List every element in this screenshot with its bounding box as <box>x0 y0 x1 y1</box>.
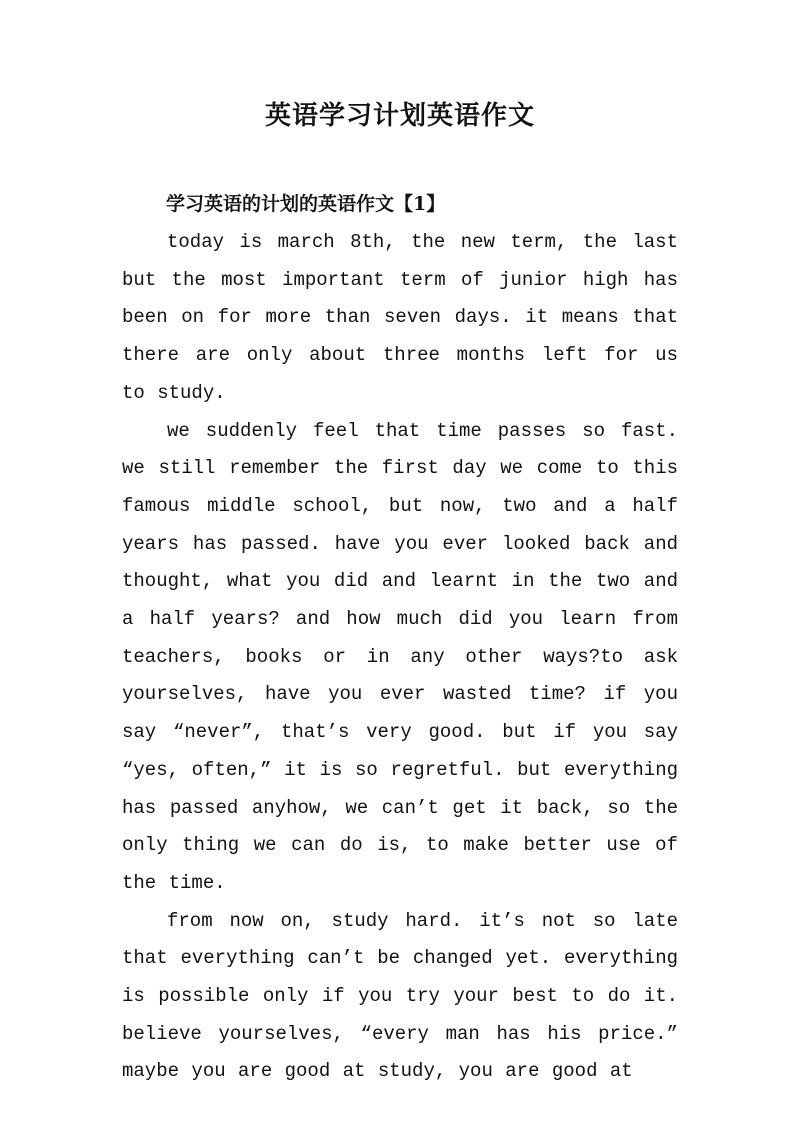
document-title: 英语学习计划英语作文 <box>264 101 535 131</box>
essay-body <box>122 224 678 1091</box>
paragraph-2: we suddenly feel that time passes so fast. we still remember the first day we come to this famous middle school, but now, two and a half years has passed. have you ever looked back and thought, what you did and learnt in the two and a half years? and how much did you learn from teachers, books or in any other ways?to ask yourselves, have you ever wasted time? if you say “never”, that’s very good. but if you say “yes, often,” it is so regretful. but everything has passed anyhow, we can’t get it back, so the only thing we can do is, to make better use of the time. <box>122 419 678 894</box>
paragraph-1: today is march 8th, the new term, the last but the most important term of junior high has been on for more than seven days. it means that there are only about three months left for us to study. <box>122 231 678 404</box>
section-heading: 学习英语的计划的英语作文【1】 <box>166 193 446 215</box>
paragraph-3: from now on, study hard. it’s not so late that everything can’t be changed yet. everything is possible only if you try your best to do it. believe yourselves, “every man has his price.” maybe you are good at study, you are good at <box>122 909 678 1083</box>
